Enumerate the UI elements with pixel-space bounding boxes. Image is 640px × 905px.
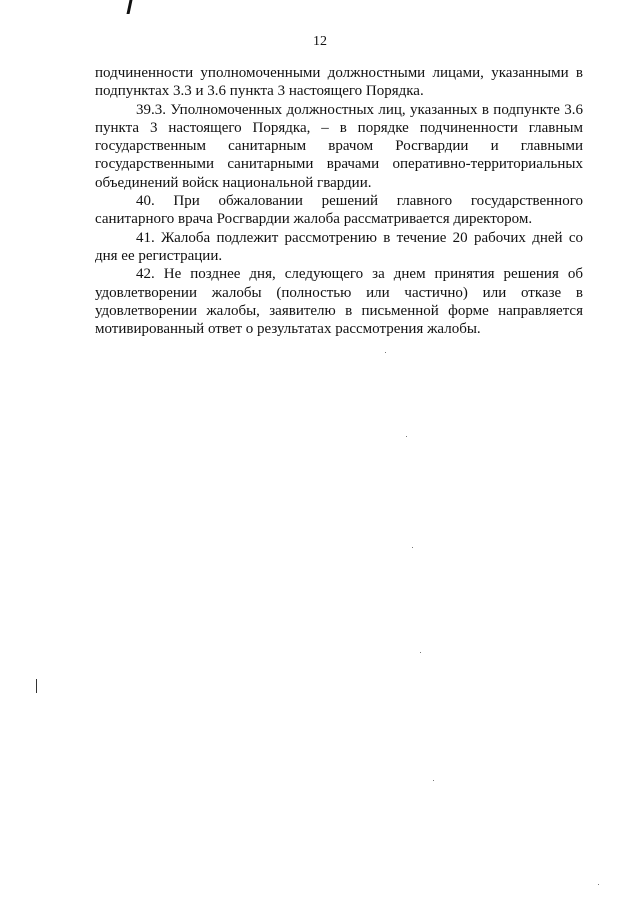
paragraph-continuation: подчиненности уполномоченными должностными лицами, указанными в подпунктах 3.3 и 3.6 пункта 3 настоящего Порядка.: [95, 65, 583, 100]
scan-speck: [598, 884, 599, 885]
paragraph-40: 40. При обжаловании решений главного государственного санитарного врача Росгвардии жалоба рассматривается директором.: [95, 193, 583, 228]
scan-speck: [385, 352, 386, 353]
paragraph-41: 41. Жалоба подлежит рассмотрению в течение 20 рабочих дней со дня ее регистрации.: [95, 229, 583, 264]
scan-speck: [412, 547, 413, 548]
scan-mark-left: [36, 679, 37, 693]
paragraph-42: 42. Не позднее дня, следующего за днем принятия решения об удовлетворении жалобы (полностью или частично) или отказе в удовлетворении жалобы, заявителю в письменной форме направляется мотивированный ответ о результатах рассмотрения жалобы.: [95, 266, 583, 338]
scan-speck: [420, 652, 421, 653]
scan-speck: [433, 780, 434, 781]
paragraph-39-3: 39.3. Уполномоченных должностных лиц, указанных в подпункте 3.6 пункта 3 настоящего Порядка, – в порядке подчиненности главным государственным санитарным врачом Росгвардии и главными государственными санитарными врачами оперативно-территориальных объединений войск национальной гвардии.: [95, 101, 583, 191]
scan-speck: [406, 436, 407, 437]
page-number: 12: [313, 34, 327, 49]
scan-mark: [127, 0, 133, 14]
document-body: [95, 64, 583, 338]
